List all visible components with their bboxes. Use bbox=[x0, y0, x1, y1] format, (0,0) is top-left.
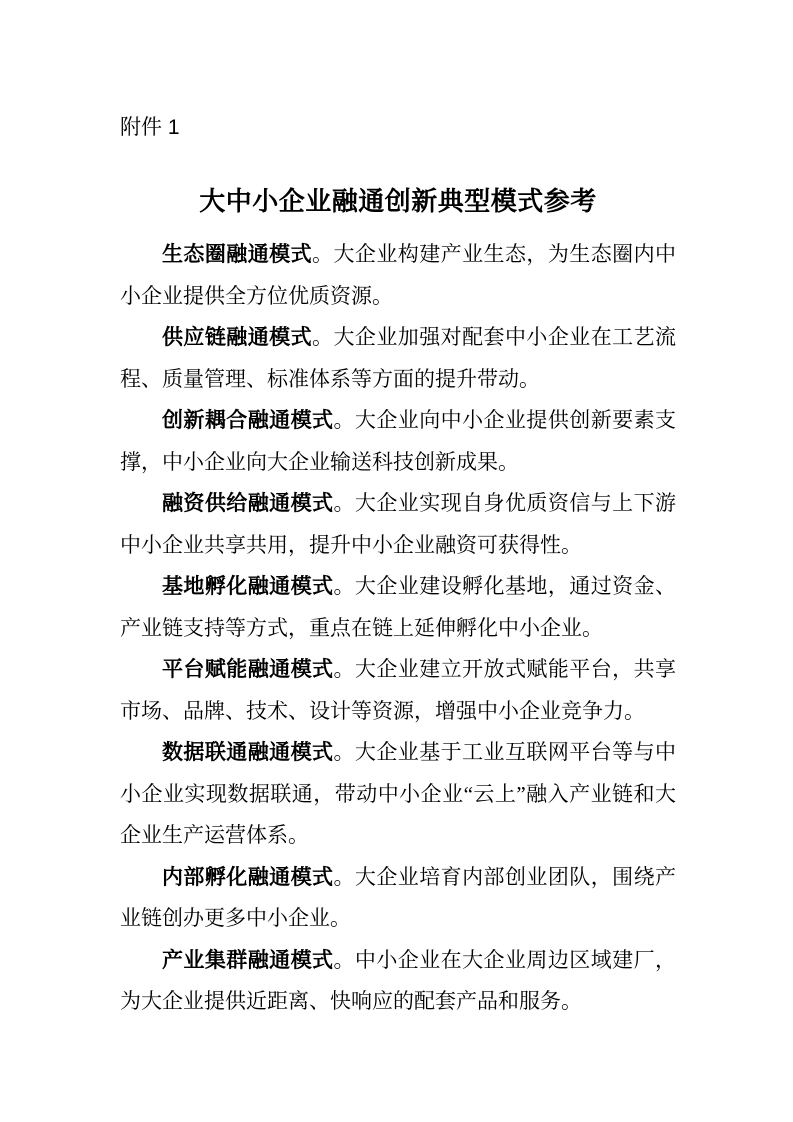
mode-term: 基地孵化融通模式 bbox=[162, 575, 334, 598]
attachment-label: 附件 1 bbox=[120, 116, 180, 139]
paragraph-supply-chain-mode bbox=[120, 317, 676, 400]
mode-term: 生态圈融通模式 bbox=[162, 243, 313, 266]
mode-term: 创新耦合融通模式 bbox=[162, 409, 334, 432]
mode-description: 。大企业建设孵化基地，通过资金、产业链支持等方式，重点在链上延伸孵化中小企业。 bbox=[120, 574, 677, 640]
mode-term: 数据联通融通模式 bbox=[162, 741, 334, 764]
mode-description: 。大企业培育内部创业团队，围绕产业链创办更多中小企业。 bbox=[120, 864, 677, 930]
paragraph-data-connectivity-mode bbox=[120, 732, 676, 857]
mode-description: 。大企业基于工业互联网平台等与中小企业实现数据联通，带动中小企业“云上”融入产业链和大企业生产运营体系。 bbox=[120, 740, 677, 847]
mode-description: 。大企业加强对配套中小企业在工艺流程、质量管理、标准体系等方面的提升带动。 bbox=[120, 325, 677, 391]
mode-term: 融资供给融通模式 bbox=[162, 492, 334, 515]
paragraph-ecosystem-mode bbox=[120, 234, 676, 317]
mode-term: 平台赋能融通模式 bbox=[162, 658, 334, 681]
paragraph-platform-empowerment-mode bbox=[120, 649, 676, 732]
mode-description: 。大企业向中小企业提供创新要素支撑，中小企业向大企业输送科技创新成果。 bbox=[120, 408, 677, 474]
paragraph-innovation-coupling-mode bbox=[120, 400, 676, 483]
document-body bbox=[120, 234, 676, 1023]
document-title: 大中小企业融通创新典型模式参考 bbox=[199, 186, 597, 216]
mode-description: 。大企业实现自身优质资信与上下游中小企业共享共用，提升中小企业融资可获得性。 bbox=[120, 491, 677, 557]
mode-description: 。中小企业在大企业周边区域建厂，为大企业提供近距离、快响应的配套产品和服务。 bbox=[120, 947, 677, 1013]
paragraph-financing-supply-mode bbox=[120, 483, 676, 566]
paragraph-industry-cluster-mode bbox=[120, 940, 676, 1023]
paragraph-base-incubation-mode bbox=[120, 566, 676, 649]
paragraph-internal-incubation-mode bbox=[120, 857, 676, 940]
mode-term: 内部孵化融通模式 bbox=[162, 865, 334, 889]
mode-description: 。大企业建立开放式赋能平台，共享市场、品牌、技术、设计等资源，增强中小企业竞争力。 bbox=[120, 657, 677, 723]
mode-term: 产业集群融通模式 bbox=[162, 948, 334, 972]
mode-description: 。大企业构建产业生态，为生态圈内中小企业提供全方位优质资源。 bbox=[120, 242, 677, 308]
mode-term: 供应链融通模式 bbox=[162, 326, 313, 349]
